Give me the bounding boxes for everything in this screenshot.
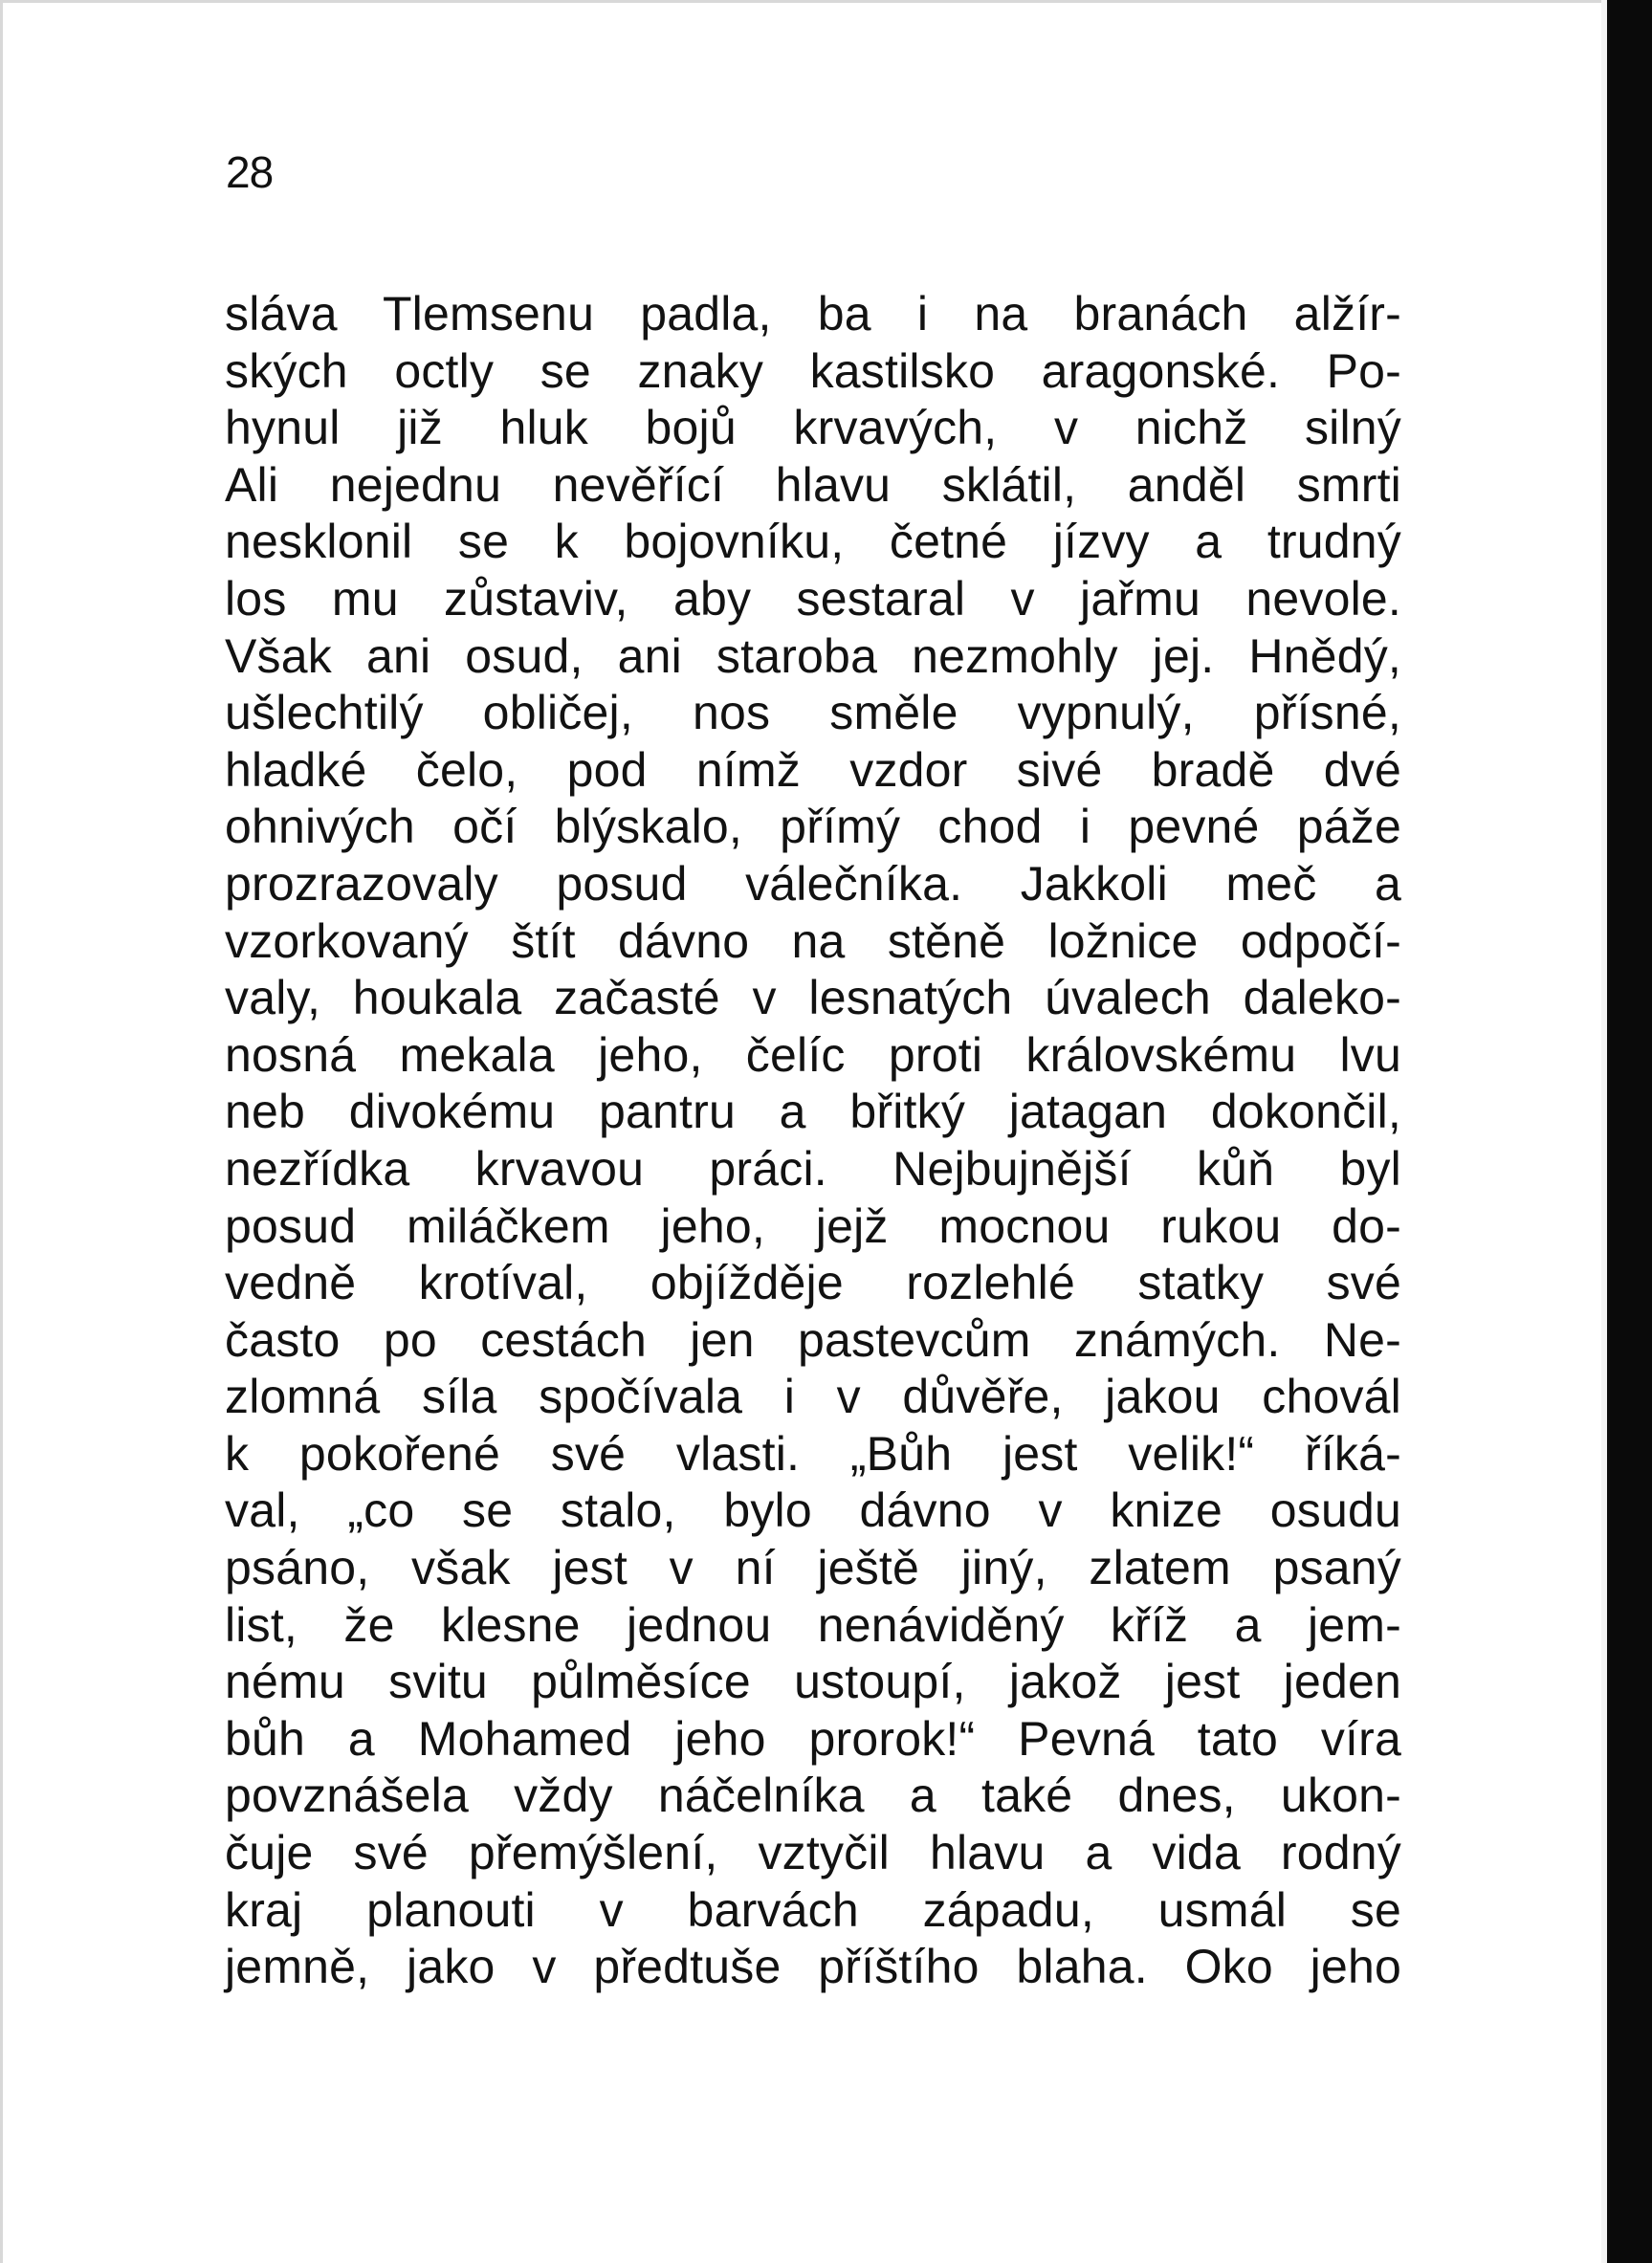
text-line: valy, houkala začasté v lesnatých úvalech daleko- [225,971,1401,1025]
text-line: k pokořené své vlasti. „Bůh jest velik!“ říká- [225,1426,1401,1481]
text-line: jemně, jako v předtuše příštího blaha. Oko jeho [225,1940,1401,1994]
text-line: nosná mekala jeho, čelíc proti královskému lvu [225,1027,1401,1082]
text-line: čuje své přemýšlení, vztyčil hlavu a vida rodný [225,1826,1401,1880]
text-line: vzorkovaný štít dávno na stěně ložnice odpočí- [225,913,1401,968]
text-line: los mu zůstaviv, aby sestaral v jařmu nevole. [225,571,1401,626]
text-line: nezřídka krvavou práci. Nejbujnější kůň byl [225,1141,1401,1196]
text-line: hladké čelo, pod nímž vzdor sivé bradě dvé [225,742,1401,797]
text-line: povznášela vždy náčelníka a také dnes, ukon- [225,1769,1401,1823]
text-line: hynul již hluk bojů krvavých, v nichž silný [225,401,1401,455]
text-line: list, že klesne jednou nenáviděný kříž a jem- [225,1597,1401,1652]
page-number: 28 [226,147,274,197]
text-line: neb divokému pantru a břitký jatagan dokončil, [225,1085,1401,1139]
body-text [225,286,1401,1996]
text-line: Ali nejednu nevěřící hlavu sklátil, anděl smrti [225,457,1401,512]
text-line: Však ani osud, ani staroba nezmohly jej. Hnědý, [225,628,1401,683]
text-line: nesklonil se k bojovníku, četné jízvy a trudný [225,515,1401,569]
text-line: psáno, však jest v ní ještě jiný, zlatem psaný [225,1541,1401,1595]
text-line: ohnivých očí blýskalo, přímý chod i pevné páže [225,800,1401,854]
text-line: val, „co se stalo, bylo dávno v knize osudu [225,1483,1401,1538]
scan-edge-shadow [1607,0,1652,2263]
text-line: sláva Tlemsenu padla, ba i na branách alžír- [225,287,1401,341]
text-line: ských octly se znaky kastilsko aragonské. Po- [225,343,1401,398]
text-line: často po cestách jen pastevcům známých. Ne- [225,1312,1401,1367]
text-line: nému svitu půlměsíce ustoupí, jakož jest jeden [225,1655,1401,1709]
text-line: prozrazovaly posud válečníka. Jakkoli meč a [225,856,1401,911]
text-line: ušlechtilý obličej, nos směle vypnulý, přísné, [225,686,1401,740]
text-line: vedně krotíval, objížděje rozlehlé statky své [225,1256,1401,1310]
text-line: zlomná síla spočívala i v důvěře, jakou chovál [225,1370,1401,1424]
text-line: posud miláčkem jeho, jejž mocnou rukou do- [225,1198,1401,1253]
text-line: kraj planouti v barvách západu, usmál se [225,1882,1401,1937]
text-line: bůh a Mohamed jeho prorok!“ Pevná tato víra [225,1711,1401,1766]
